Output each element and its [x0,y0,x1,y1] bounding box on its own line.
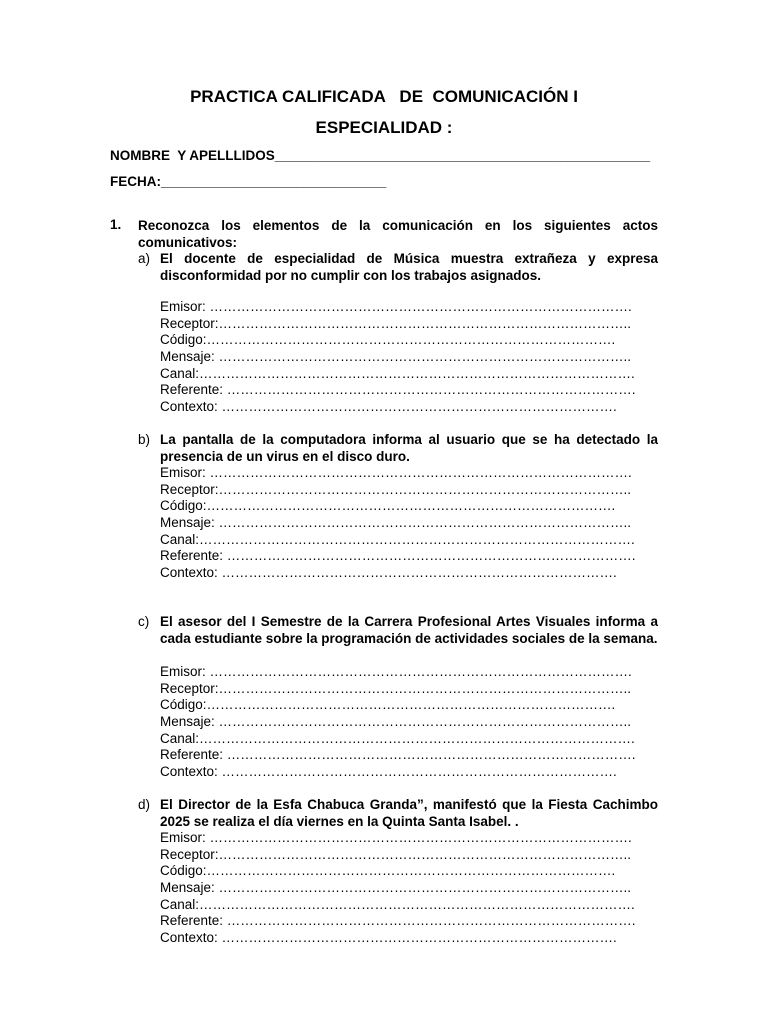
item-b-text: La pantalla de la computadora informa al usuario que se ha detectado la presencia de un virus en el disco duro. [160,432,658,464]
canal-field: Canal:……………………………………………………………………………………. [160,531,635,547]
mensaje-field: Mensaje: ……………………………………………………………………………….. [160,714,632,730]
receptor-field: Receptor:……………………………………………………………………………….. [160,846,632,862]
contexto-field: Contexto: ……………………………………………………………………………. [160,930,617,946]
canal-field: Canal:……………………………………………………………………………………. [160,896,635,912]
receptor-field: Receptor:……………………………………………………………………………….. [160,481,632,497]
codigo-field: Código:………………………………………………………………………………. [160,863,616,879]
emisor-field: Emisor: …………………………………………………………………………………. [160,830,632,845]
emisor-field: Emisor: …………………………………………………………………………………. [160,664,632,679]
contexto-field: Contexto: ……………………………………………………………………………. [160,565,617,581]
emisor-field: Emisor: …………………………………………………………………………………. [160,465,632,480]
mensaje-field: Mensaje: ……………………………………………………………………………….. [160,349,632,365]
mensaje-field: Mensaje: ……………………………………………………………………………….. [160,880,632,896]
name-field-line: NOMBRE Y APELLLIDOS__________________________________________________ [110,148,651,163]
item-c-letter: c) [138,614,150,629]
item-a-text: El docente de especialidad de Música muestra extrañeza y expresa disconformidad por no cumplir con los trabajos asignados. [160,251,658,283]
canal-field: Canal:……………………………………………………………………………………. [160,730,635,746]
date-field-line: FECHA:______________________________ [110,174,387,189]
receptor-field: Receptor:……………………………………………………………………………….. [160,680,632,696]
question-number: 1. [110,217,122,232]
referente-field: Referente: ………………………………………………………………………………. [160,548,636,564]
item-d-text: El Director de la Esfa Chabuca Granda”, manifestó que la Fiesta Cachimbo 2025 se realiza el día viernes en la Quinta Santa Isabel. . [160,797,658,829]
item-b-letter: b) [138,432,151,447]
contexto-field: Contexto: ……………………………………………………………………………. [160,399,617,415]
item-a-fields [160,299,660,416]
mensaje-field: Mensaje: ……………………………………………………………………………….. [160,515,632,531]
contexto-field: Contexto: ……………………………………………………………………………. [160,764,617,780]
item-d-fields [160,830,660,947]
codigo-field: Código:………………………………………………………………………………. [160,697,616,713]
receptor-field: Receptor:……………………………………………………………………………….. [160,315,632,331]
referente-field: Referente: ………………………………………………………………………………. [160,913,636,929]
page-title: PRACTICA CALIFICADA DE COMUNICACIÓN I [190,87,578,106]
item-c-fields [160,664,660,781]
item-d-letter: d) [138,797,151,812]
codigo-field: Código:………………………………………………………………………………. [160,332,616,348]
referente-field: Referente: ………………………………………………………………………………. [160,382,636,398]
canal-field: Canal:……………………………………………………………………………………. [160,365,635,381]
codigo-field: Código:………………………………………………………………………………. [160,498,616,514]
item-c-text: El asesor del I Semestre de la Carrera Profesional Artes Visuales informa a cada estudiante sobre la programación de actividades sociales de la semana. [160,614,658,646]
item-a-letter: a) [138,251,151,266]
emisor-field: Emisor: …………………………………………………………………………………. [160,299,632,314]
item-b-fields [160,465,660,582]
referente-field: Referente: ………………………………………………………………………………. [160,747,636,763]
specialty-heading: ESPECIALIDAD : [315,118,453,137]
question-text: Reconozca los elementos de la comunicación en los siguientes actos comunicativos: [138,218,658,250]
